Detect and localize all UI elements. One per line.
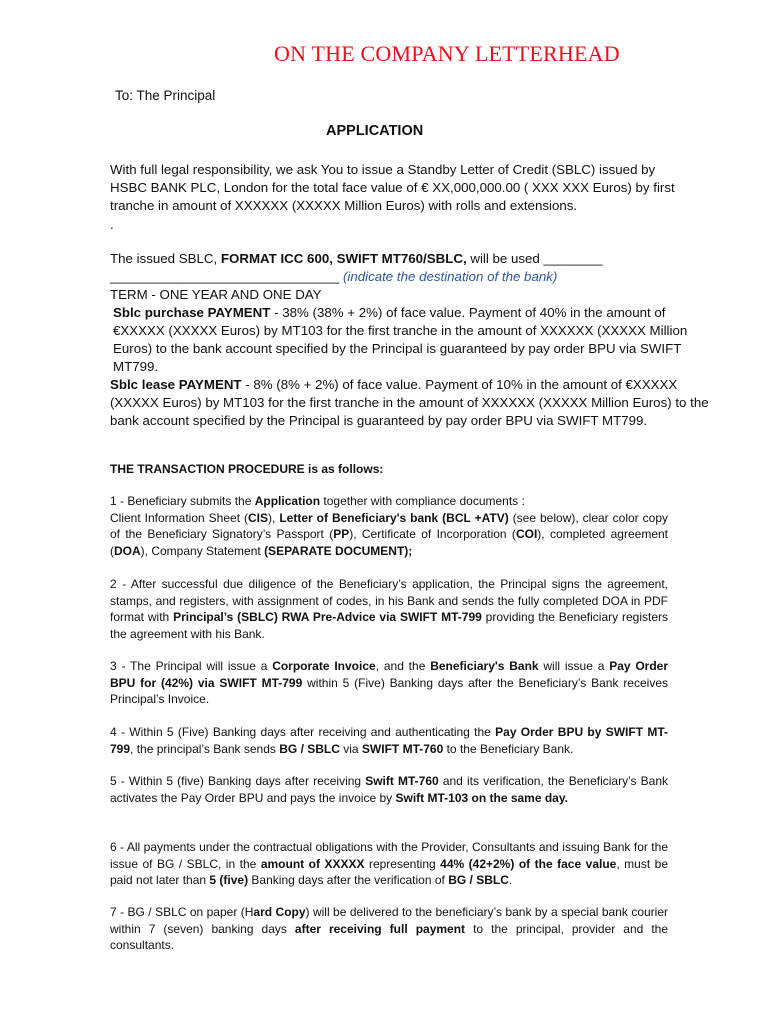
- intro-line: With full legal responsibility, we ask You to issue a Standby Letter of Credit (SBLC) issued by: [110, 162, 656, 177]
- purchase-payment: [110, 304, 720, 376]
- step-text: ),: [268, 510, 280, 525]
- step-bold-text: after receiving full payment: [294, 921, 466, 936]
- step-bold-text: BG / SBLC: [279, 741, 340, 756]
- application-title: APPLICATION: [326, 123, 424, 139]
- step-bold-text: PP: [333, 527, 350, 541]
- step-bold-text: amount of XXXXX: [260, 856, 365, 871]
- procedure-heading-bold: THE TRANSACTION PROCEDURE: [110, 462, 305, 476]
- step-lead-text: 5 - Within 5 (five) Banking days after receiving: [110, 774, 366, 788]
- step-lead-text: 2 - After successful due diligence of the Beneficiary’s application, the Principal signs the agreement, stamps, and registers, with assignment of codes, in his Bank and sends the fully completed DOA in PDF format with: [110, 577, 668, 624]
- procedure-heading: [110, 462, 383, 476]
- step-text: together with compliance documents :: [320, 494, 525, 508]
- procedure-step-7: [110, 904, 668, 954]
- step-bold-text: Corporate Invoice: [272, 659, 376, 673]
- step-text: representing: [364, 856, 441, 871]
- procedure-step-4: [110, 724, 668, 757]
- step-text: .: [508, 873, 513, 887]
- step-text: Banking days after the verification of: [248, 873, 449, 887]
- step-bold-text: 44% (42+2%) of the face value: [440, 856, 617, 871]
- step-lead-text: 3 - The Principal will issue a: [110, 659, 273, 673]
- lease-text: - 8% (8% + 2%) of face value. Payment of 10% in the amount of €XXXXX (XXXXX Euros) by MT103 for the first tranche in the amount of XXXXXX (XXXXX Million Euros) to the bank account specified by the Principal is guaranteed by pay order BPU via SWIFT MT799.: [110, 377, 709, 428]
- step-lead-text: 6 - All payments under the contractual obligations with the Provider, Consultants and issuing Bank for the issue of BG / SBLC, in the: [110, 840, 668, 871]
- procedure-step-5: [110, 773, 668, 806]
- step-bold-text: Beneficiary's Bank: [430, 659, 539, 673]
- step-text: will issue a: [538, 659, 610, 673]
- step-bold-text: Swift MT-103 on the same day.: [395, 790, 568, 805]
- step-text: and its verification, the Beneficiary’s Bank activates the Pay Order BPU and pays the invoice by: [110, 774, 669, 805]
- procedure-step-2: [110, 576, 668, 642]
- purchase-label: Sblc purchase PAYMENT: [113, 305, 271, 320]
- procedure-step-6: [110, 839, 668, 889]
- step-text: within 5 (Five) Banking days after the Beneficiary’s Bank receives Principal’s Invoice.: [110, 675, 668, 706]
- lease-label: Sblc lease PAYMENT: [110, 377, 242, 392]
- sblc-prefix: The issued SBLC,: [110, 251, 221, 266]
- step-text: via: [339, 741, 362, 756]
- step-bold-text: ard Copy: [253, 905, 306, 919]
- stray-dot: .: [110, 217, 114, 232]
- step-bold-text: (SEPARATE DOCUMENT);: [264, 543, 413, 558]
- lease-payment: [110, 376, 720, 430]
- procedure-step-3: [110, 658, 668, 708]
- step-text: ) will be delivered to the beneficiary’s bank by a special bank courier within 7 (seven) banking days: [110, 905, 669, 936]
- step-lead-text: 4 - Within 5 (Five) Banking days after receiving and authenticating the: [110, 725, 496, 739]
- step-bold-text: Pay Order BPU by SWIFT MT-799: [110, 725, 668, 756]
- step-bold-text: DOA: [114, 543, 141, 558]
- step-bold-text: COI: [515, 527, 538, 541]
- step-bold-text: BG / SBLC: [448, 873, 509, 887]
- intro-line: tranche in amount of XXXXXX (XXXXX Million Euros) with rolls and extensions.: [110, 198, 578, 213]
- step-text: , the principal’s Bank sends: [130, 741, 280, 756]
- purchase-text: - 38% (38% + 2%) of face value. Payment of 40% in the amount of €XXXXX (XXXXX Euros) by MT103 for the first tranche in the amount of XXXXXX (XXXXX Million Euros) to the bank account specified by the Principal is guaranteed by pay order BPU via SWIFT MT799.: [113, 305, 688, 374]
- step-text: (see below), clear color copy of the Beneficiary Signatory’s Passport (: [110, 510, 668, 541]
- intro-paragraph: [110, 161, 710, 215]
- step-text: to the principal, provider and the consultants.: [110, 921, 668, 952]
- step-text: to the Beneficiary Bank.: [443, 741, 574, 756]
- step-text: providing the Beneficiary registers the agreement with his Bank.: [110, 610, 669, 641]
- step-lead-text: 7 - BG / SBLC on paper (H: [110, 905, 254, 919]
- step-text: , must be paid not later than: [110, 856, 669, 887]
- step-bold-text: 5 (five): [209, 873, 249, 887]
- sblc-terms: [110, 250, 720, 430]
- step-bold-text: Letter of Beneficiary's bank (BCL +ATV): [279, 510, 509, 525]
- step-bold-text: Pay Order BPU for (42%) via SWIFT MT-799: [110, 659, 669, 690]
- letterhead-title: ON THE COMPANY LETTERHEAD: [274, 41, 620, 66]
- sblc-format: FORMAT ICC 600, SWIFT MT760/SBLC,: [220, 251, 467, 266]
- blank-underline: _______________________________: [110, 269, 340, 284]
- step-text: , and the: [375, 659, 431, 673]
- term-line: TERM - ONE YEAR AND ONE DAY: [110, 287, 322, 302]
- procedure-heading-rest: is as follows:: [304, 462, 384, 476]
- step-bold-text: SWIFT MT-760: [361, 741, 444, 756]
- step-bold-text: Swift MT-760: [365, 774, 439, 788]
- intro-line: HSBC BANK PLC, London for the total face value of € XX,000,000.00 ( XXX XXX Euros) by first: [110, 180, 675, 195]
- step-text: Client Information Sheet (: [110, 510, 249, 525]
- procedure-step-1: [110, 493, 668, 559]
- step-lead-text: 1 - Beneficiary submits the: [110, 494, 255, 508]
- step-bold-text: Principal’s (SBLC) RWA Pre-Advice via SWIFT MT-799: [173, 610, 482, 624]
- step-text: ), Company Statement: [140, 543, 265, 558]
- step-text: ), completed agreement (: [110, 527, 669, 558]
- sblc-usage-line: [110, 250, 720, 268]
- destination-note: (indicate the destination of the bank): [339, 269, 558, 284]
- sblc-destination-line: [110, 268, 720, 286]
- sblc-will-be-used: will be used ________: [466, 251, 603, 266]
- step-bold-text: CIS: [248, 510, 269, 525]
- step-bold-text: Application: [254, 494, 321, 508]
- recipient-line: To: The Principal: [115, 88, 216, 103]
- step-text: ), Certificate of Incorporation (: [349, 527, 516, 541]
